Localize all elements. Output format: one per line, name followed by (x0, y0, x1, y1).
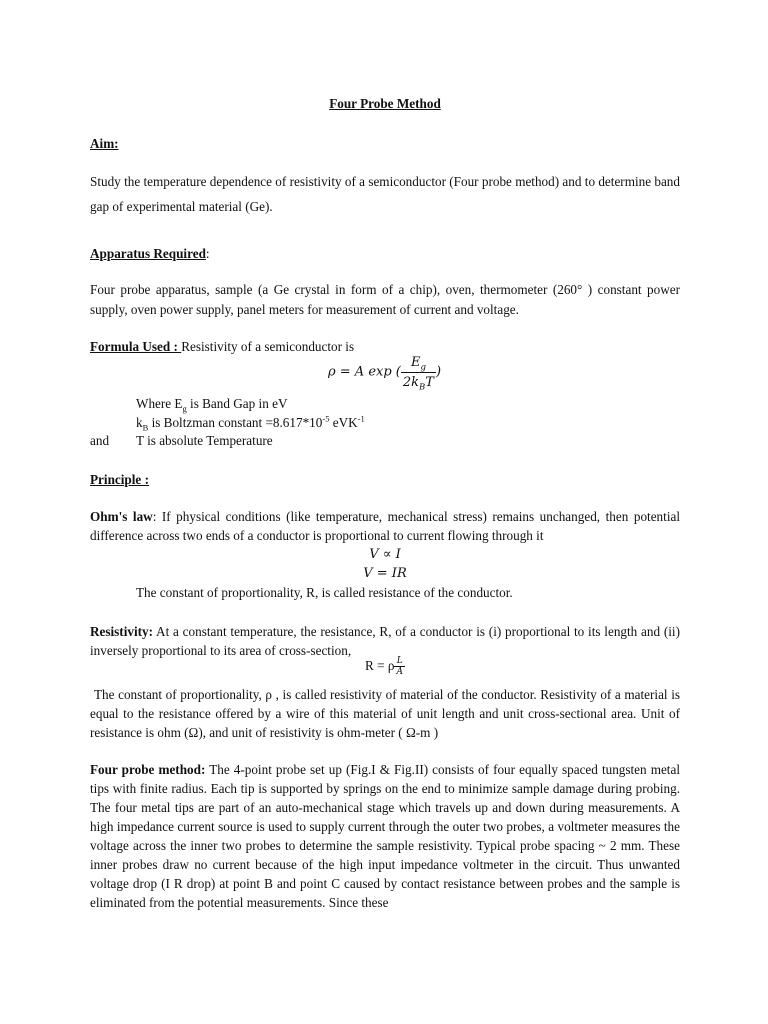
apparatus-text: Four probe apparatus, sample (a Ge crystal in form of a chip), oven, thermometer (260° ) constant power supply, oven power supply, panel meters for measurement of current and voltage. (90, 282, 680, 317)
aim-heading: Aim: (90, 136, 119, 151)
resistivity-label: Resistivity: (90, 624, 153, 639)
apparatus-heading-line (90, 244, 680, 263)
four-probe-label: Four probe method: (90, 762, 206, 777)
ohms-law-constant: The constant of proportionality, R, is called resistance of the conductor. (136, 585, 513, 600)
apparatus-colon: : (205, 246, 210, 261)
and-label: and (90, 433, 110, 448)
resistivity-equation-2 (90, 656, 680, 677)
where-1-sub: g (182, 403, 187, 414)
formula-heading: Formula Used : (90, 339, 182, 354)
where-2-sub: B (142, 422, 149, 433)
equation-numerator-sub: g (420, 362, 426, 373)
where-line-3: T is absolute Temperature (136, 433, 273, 448)
equation-denominator-tail: T (425, 375, 434, 390)
equation-rhs: ) (435, 364, 442, 380)
formula-intro: Resistivity of a semiconductor is (181, 339, 355, 354)
equation-denominator: 2k (402, 375, 420, 390)
resistivity-paragraph-2: The constant of proportionality, ρ , is called resistivity of material of the conductor. Resistivity of a material is equal to the resistance offered by a wire of this material of unit length and unit cross-sectional area. Unit of resistance is ohm (Ω), and unit of resistivity is ohm-meter ( Ω-m ) (90, 687, 680, 740)
where-2-unit: eVK (329, 415, 358, 430)
ohms-law-label: Ohm's law (90, 509, 153, 524)
resistivity-eq-num: L (394, 656, 405, 667)
page-title: Four Probe Method (329, 96, 441, 111)
where-line-2 (136, 413, 676, 432)
ohms-law-text: : If physical conditions (like temperature, mechanical stress) remains unchanged, then potential difference across two ends of a conductor is proportional to current flowing through it (90, 509, 680, 543)
equation-numerator: E (410, 355, 421, 370)
principle-heading: Principle : (90, 472, 149, 487)
ohms-law-eq1: V ∝ I (369, 547, 401, 562)
resistivity-eq-lhs: R = ρ (365, 658, 395, 673)
equation-denominator-sub: B (419, 382, 426, 393)
resistivity-eq-fraction (394, 656, 405, 677)
where-line-1 (136, 394, 676, 413)
four-probe-text: The 4-point probe set up (Fig.I & Fig.II) consists of four equally spaced tungsten metal tips with finite radius. Each tip is supported by springs on the end to minimize sample damage during probing. The four metal tips are part of an auto-mechanical stage which travels up and down during measurements. A high impedance current source is used to supply current through the outer two probes, a voltmeter measures the voltage across the inner two probes to determine the sample resistivity. Typical probe spacing ~ 2 mm. These inner probes draw no current because of the high input impedance voltmeter in the circuit. Thus unwanted voltage drop (I R drop) at point B and point C caused by contact resistance between probes and the sample is eliminated from the potential measurements. Since these (90, 762, 680, 910)
resistivity-eq-den: A (396, 667, 403, 678)
where-2-prefix: k (136, 415, 143, 430)
ohms-law-paragraph (90, 507, 680, 545)
where-2-sup: -5 (322, 413, 330, 424)
where-1-suffix: is Band Gap in eV (186, 396, 288, 411)
resistivity-text: At a constant temperature, the resistance, R, of a conductor is (i) proportional to its length and (ii) inversely proportional to its area of cross-section, (90, 624, 680, 658)
resistivity-equation (328, 353, 528, 392)
apparatus-heading: Apparatus Required (90, 246, 206, 261)
resistivity-paragraph (90, 622, 680, 660)
four-probe-paragraph (90, 760, 680, 912)
where-2-unit-sup: -1 (357, 413, 365, 424)
equation-lhs: ρ = A exp ( (328, 364, 401, 380)
aim-text: Study the temperature dependence of resistivity of a semiconductor (Four probe method) and to determine band gap of experimental material (Ge). (90, 174, 680, 214)
equation-fraction (401, 353, 436, 392)
ohms-law-eq2: V = IR (363, 566, 407, 581)
where-1-prefix: Where E (136, 396, 183, 411)
where-2-mid: is Boltzman constant =8.617*10 (148, 415, 323, 430)
